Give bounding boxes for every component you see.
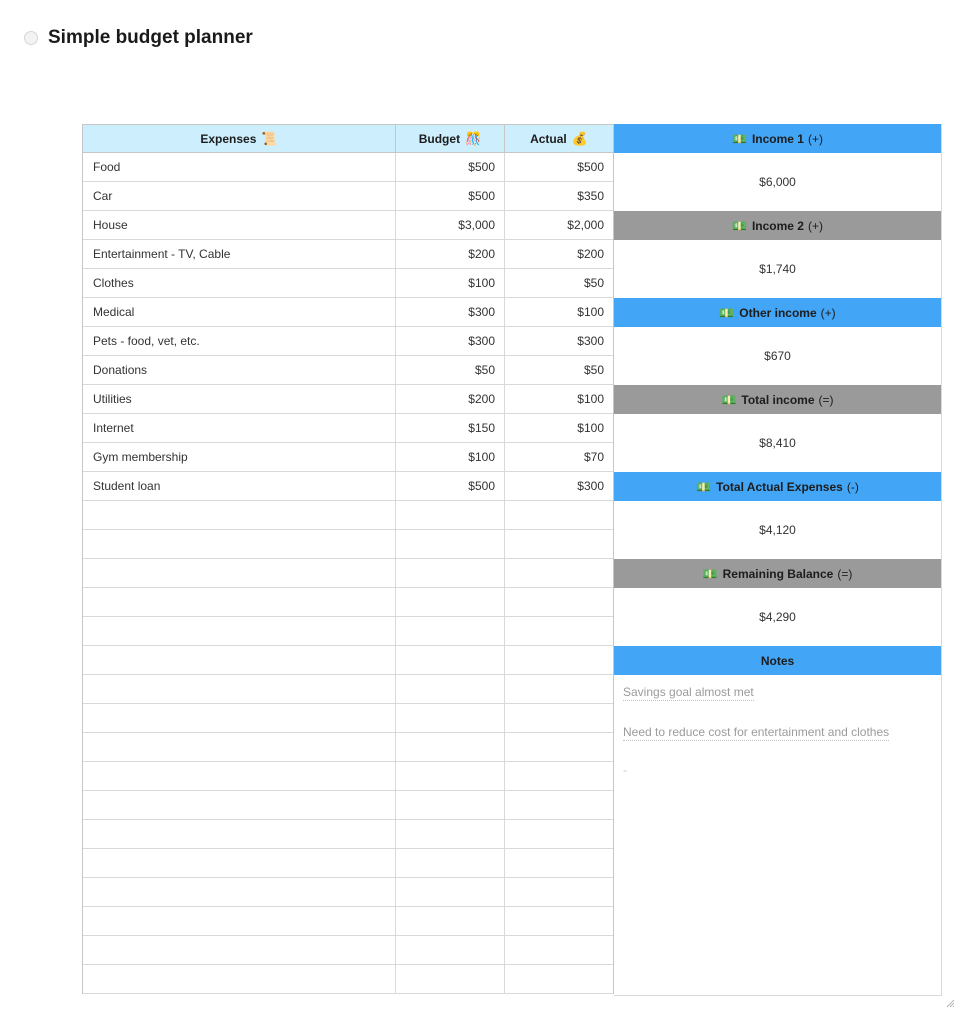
empty-table-row[interactable] — [83, 849, 613, 878]
empty-table-row[interactable] — [83, 907, 613, 936]
note-item[interactable]: Savings goal almost met — [623, 685, 754, 699]
empty-table-row[interactable] — [83, 791, 613, 820]
money-icon: 💵 — [702, 566, 718, 581]
empty-cell[interactable] — [505, 501, 613, 529]
actual-cell[interactable]: $2,000 — [567, 218, 604, 232]
expense-name-cell[interactable]: House — [83, 211, 396, 239]
empty-cell[interactable] — [83, 646, 396, 674]
empty-cell[interactable] — [83, 849, 396, 877]
empty-cell[interactable] — [505, 849, 613, 877]
budget-cell[interactable]: $100 — [396, 443, 505, 471]
empty-cell[interactable] — [83, 907, 396, 935]
empty-cell[interactable] — [396, 675, 505, 703]
empty-table-row[interactable] — [83, 617, 613, 646]
empty-table-row[interactable] — [83, 704, 613, 733]
actual-cell[interactable]: $300 — [577, 334, 604, 348]
empty-cell[interactable] — [83, 501, 396, 529]
empty-cell[interactable] — [396, 820, 505, 848]
expenses-table-header — [82, 124, 614, 153]
empty-cell[interactable] — [396, 646, 505, 674]
budget-cell[interactable]: $500 — [396, 182, 505, 210]
budget-cell[interactable]: $200 — [396, 240, 505, 268]
expense-name-cell[interactable]: Entertainment - TV, Cable — [83, 240, 396, 268]
expenses-table — [82, 124, 614, 994]
budget-cell[interactable]: $300 — [396, 298, 505, 326]
empty-cell[interactable] — [83, 936, 396, 964]
table-row[interactable] — [83, 414, 613, 443]
actual-cell[interactable]: $70 — [583, 450, 604, 464]
budget-cell[interactable]: $3,000 — [396, 211, 505, 239]
empty-cell[interactable] — [505, 733, 613, 761]
title-row — [24, 27, 253, 49]
money-icon: 💵 — [732, 218, 747, 233]
page-title: Simple budget planner — [48, 27, 253, 48]
empty-table-row[interactable] — [83, 820, 613, 849]
budget-cell[interactable]: $200 — [396, 385, 505, 413]
expense-name-cell[interactable]: Clothes — [83, 269, 396, 297]
empty-table-row[interactable] — [83, 878, 613, 907]
empty-cell[interactable] — [505, 704, 613, 732]
income-section-value[interactable]: $670 — [764, 349, 791, 363]
table-row[interactable] — [83, 182, 613, 211]
money-icon: 💵 — [696, 479, 712, 494]
income-section-header[interactable]: 💵 Total Actual Expenses (-) — [614, 472, 941, 501]
empty-table-row[interactable] — [83, 762, 613, 791]
empty-cell[interactable] — [396, 588, 505, 616]
budget-cell[interactable]: $300 — [396, 327, 505, 355]
empty-cell[interactable] — [505, 588, 613, 616]
expense-name-cell[interactable]: Donations — [83, 356, 396, 384]
empty-cell[interactable] — [396, 762, 505, 790]
empty-cell[interactable] — [396, 733, 505, 761]
empty-cell[interactable] — [396, 965, 505, 993]
empty-table-row[interactable] — [83, 559, 613, 588]
empty-cell[interactable] — [83, 965, 396, 993]
table-row[interactable] — [83, 211, 613, 240]
actual-cell[interactable]: $50 — [583, 276, 604, 290]
income-section-value[interactable]: $4,290 — [759, 610, 796, 624]
empty-cell[interactable] — [505, 559, 613, 587]
empty-cell[interactable] — [83, 617, 396, 645]
expense-name-cell[interactable]: Pets - food, vet, etc. — [83, 327, 396, 355]
empty-cell[interactable] — [396, 704, 505, 732]
budget-cell[interactable]: $500 — [396, 472, 505, 500]
notes-header: Notes — [614, 646, 941, 675]
empty-cell[interactable] — [505, 675, 613, 703]
empty-table-row[interactable] — [83, 936, 613, 965]
actual-cell[interactable]: $350 — [577, 189, 604, 203]
resize-grip-icon[interactable] — [945, 998, 955, 1008]
empty-cell[interactable] — [505, 762, 613, 790]
empty-cell[interactable] — [505, 965, 613, 993]
actual-cell[interactable]: $200 — [577, 247, 604, 261]
actual-cell[interactable]: $300 — [577, 479, 604, 493]
empty-cell[interactable] — [396, 530, 505, 558]
empty-table-row[interactable] — [83, 675, 613, 704]
empty-table-row[interactable] — [83, 965, 613, 994]
actual-cell[interactable]: $100 — [577, 392, 604, 406]
empty-cell[interactable] — [505, 530, 613, 558]
empty-cell[interactable] — [83, 530, 396, 558]
empty-cell[interactable] — [396, 559, 505, 587]
empty-table-row[interactable] — [83, 530, 613, 559]
empty-cell[interactable] — [83, 820, 396, 848]
empty-cell[interactable] — [396, 878, 505, 906]
budget-cell[interactable]: $50 — [396, 356, 505, 384]
empty-table-row[interactable] — [83, 588, 613, 617]
income-panel — [614, 124, 942, 996]
income-section-header[interactable]: 💵 Other income (+) — [614, 298, 941, 327]
expense-name-cell[interactable]: Internet — [83, 414, 396, 442]
expenses-table-body — [82, 153, 614, 994]
note-empty-marker[interactable]: - — [623, 763, 627, 777]
empty-cell[interactable] — [505, 646, 613, 674]
scroll-icon: 📜 — [261, 130, 278, 146]
column-header-actual[interactable]: Actual 💰 — [530, 130, 588, 146]
empty-cell[interactable] — [83, 675, 396, 703]
empty-cell[interactable] — [396, 849, 505, 877]
column-header-budget[interactable]: Budget 🎊 — [396, 125, 505, 152]
income-section-value[interactable]: $6,000 — [759, 175, 796, 189]
income-section-value[interactable]: $1,740 — [759, 262, 796, 276]
expense-name-cell[interactable]: Medical — [83, 298, 396, 326]
empty-cell[interactable] — [505, 878, 613, 906]
confetti-icon: 🎊 — [465, 130, 482, 146]
money-icon: 💵 — [719, 305, 735, 320]
budget-cell[interactable]: $100 — [396, 269, 505, 297]
empty-cell[interactable] — [505, 907, 613, 935]
empty-table-row[interactable] — [83, 733, 613, 762]
empty-cell[interactable] — [396, 907, 505, 935]
table-row[interactable] — [83, 385, 613, 414]
empty-cell[interactable] — [83, 762, 396, 790]
budget-cell[interactable]: $500 — [396, 153, 505, 181]
empty-cell[interactable] — [396, 501, 505, 529]
table-row[interactable] — [83, 327, 613, 356]
table-row[interactable] — [83, 356, 613, 385]
table-row[interactable] — [83, 298, 613, 327]
empty-cell[interactable] — [83, 791, 396, 819]
expense-name-cell[interactable]: Utilities — [83, 385, 396, 413]
budget-cell[interactable]: $150 — [396, 414, 505, 442]
empty-cell[interactable] — [83, 588, 396, 616]
expense-name-cell[interactable]: Gym membership — [83, 443, 396, 471]
empty-cell[interactable] — [396, 617, 505, 645]
empty-table-row[interactable] — [83, 646, 613, 675]
empty-cell[interactable] — [505, 791, 613, 819]
money-bag-icon: 💰 — [571, 130, 588, 146]
empty-cell[interactable] — [396, 791, 505, 819]
empty-cell[interactable] — [83, 559, 396, 587]
empty-table-row[interactable] — [83, 501, 613, 530]
empty-cell[interactable] — [83, 733, 396, 761]
expense-name-cell[interactable]: Car — [83, 182, 396, 210]
income-section-value[interactable]: $8,410 — [759, 436, 796, 450]
table-row[interactable] — [83, 269, 613, 298]
table-row[interactable] — [83, 472, 613, 501]
empty-cell[interactable] — [505, 617, 613, 645]
table-row[interactable] — [83, 240, 613, 269]
column-header-expenses[interactable]: Expenses 📜 — [83, 125, 396, 152]
empty-cell[interactable] — [83, 878, 396, 906]
expense-name-cell[interactable]: Food — [83, 153, 396, 181]
actual-cell[interactable]: $500 — [577, 160, 604, 174]
empty-cell[interactable] — [505, 936, 613, 964]
income-section-value[interactable]: $4,120 — [759, 523, 796, 537]
actual-cell[interactable]: $100 — [577, 421, 604, 435]
table-row[interactable] — [83, 153, 613, 182]
money-icon: 💵 — [721, 392, 737, 407]
notes-area[interactable] — [614, 675, 941, 785]
note-item[interactable]: Need to reduce cost for entertainment and clothes — [623, 725, 890, 739]
income-section-header[interactable]: 💵 Income 2 (+) — [614, 211, 941, 240]
income-section-header[interactable]: 💵 Total income (=) — [614, 385, 941, 414]
expense-name-cell[interactable]: Student loan — [83, 472, 396, 500]
empty-cell[interactable] — [396, 936, 505, 964]
empty-cell[interactable] — [83, 704, 396, 732]
table-row[interactable] — [83, 443, 613, 472]
actual-cell[interactable]: $100 — [577, 305, 604, 319]
income-section-header[interactable]: 💵 Remaining Balance (=) — [614, 559, 941, 588]
status-circle-icon[interactable] — [24, 31, 38, 45]
income-section-header[interactable]: 💵 Income 1 (+) — [614, 124, 941, 153]
actual-cell[interactable]: $50 — [583, 363, 604, 377]
empty-cell[interactable] — [505, 820, 613, 848]
money-icon: 💵 — [732, 131, 747, 146]
